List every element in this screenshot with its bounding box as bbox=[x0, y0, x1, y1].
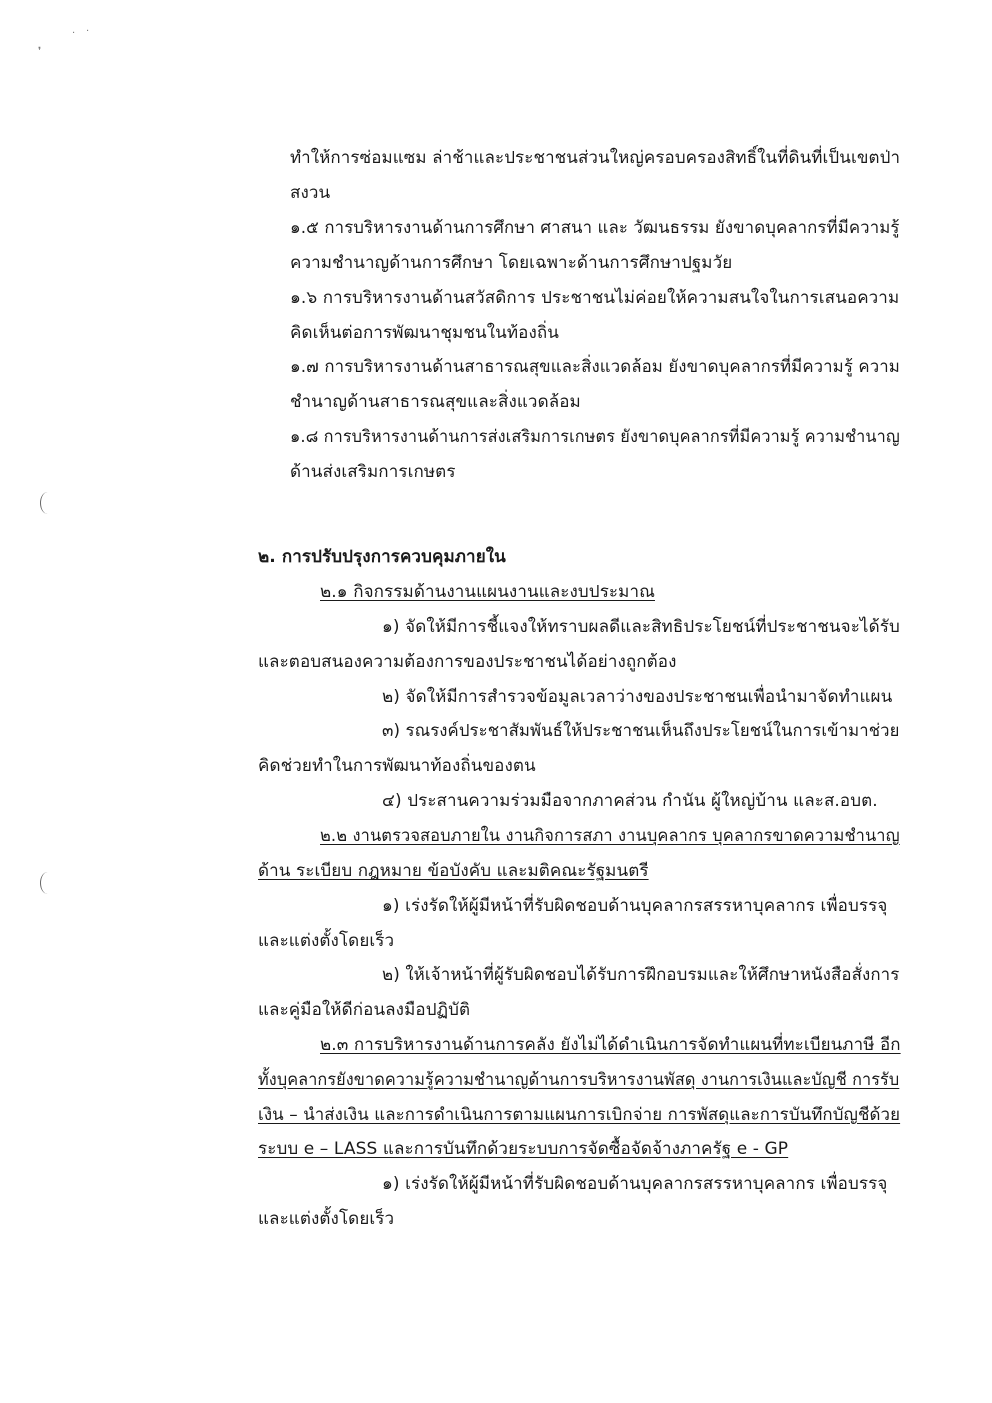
item-1-6-line: ๑.๖ การบริหารงานด้านสวัสดิการ ประชาชนไม่ค่อยให้ความสนใจในการเสนอความ bbox=[290, 288, 900, 308]
list-item-line: และคู่มือให้ดีก่อนลงมือปฏิบัติ bbox=[258, 1000, 471, 1020]
scan-speck: · bbox=[72, 28, 76, 39]
subsection-title-2-2: ๒.๒ งานตรวจสอบภายใน งานกิจการสภา งานบุคลากร บุคลากรขาดความชำนาญ bbox=[320, 826, 900, 846]
scan-speck: ❜ bbox=[38, 46, 42, 57]
list-item-line: ๑) เร่งรัดให้ผู้มีหน้าที่รับผิดชอบด้านบุคลากรสรรหาบุคลากร เพื่อบรรจุ bbox=[382, 896, 888, 916]
list-item-line: และแต่งตั้งโดยเร็ว bbox=[258, 931, 395, 951]
subsection-title-2-3: เงิน – นำส่งเงิน และการดำเนินการตามแผนการเบิกจ่าย การพัสดุและการบันทึกบัญชีด้วย bbox=[258, 1105, 901, 1125]
subsection-title-2-3: ๒.๓ การบริหารงานด้านการคลัง ยังไม่ได้ดำเนินการจัดทำแผนที่ทะเบียนภาษี อีก bbox=[320, 1035, 901, 1055]
list-item-line: ๔) ประสานความร่วมมือจากภาคส่วน กำนัน ผู้ใหญ่บ้าน และส.อบต. bbox=[382, 791, 878, 811]
binder-hole-mark bbox=[40, 492, 55, 514]
list-item-line: ๓) รณรงค์ประชาสัมพันธ์ให้ประชาชนเห็นถึงประโยชน์ในการเข้ามาช่วย bbox=[382, 721, 900, 741]
list-item-line: และแต่งตั้งโดยเร็ว bbox=[258, 1209, 395, 1229]
item-1-8-line: ๑.๘ การบริหารงานด้านการส่งเสริมการเกษตร ยังขาดบุคลากรที่มีความรู้ ความชำนาญ bbox=[290, 427, 900, 447]
list-item-line: คิดช่วยทำในการพัฒนาท้องถิ่นของตน bbox=[258, 756, 536, 776]
item-1-8-line: ด้านส่งเสริมการเกษตร bbox=[290, 462, 456, 482]
subsection-title-2-3: ระบบ e – LASS และการบันทึกด้วยระบบการจัดซื้อจัดจ้างภาครัฐ e - GP bbox=[258, 1139, 789, 1159]
list-item-line: ๑) จัดให้มีการชี้แจงให้ทราบผลดีและสิทธิประโยชน์ที่ประชาชนจะได้รับ bbox=[382, 617, 900, 637]
subsection-title-2-2: ด้าน ระเบียบ กฎหมาย ข้อบังคับ และมติคณะรัฐมนตรี bbox=[258, 861, 649, 881]
list-item-line: ๒) จัดให้มีการสำรวจข้อมูลเวลาว่างของประชาชนเพื่อนำมาจัดทำแผน bbox=[382, 687, 893, 707]
scan-speck: · bbox=[86, 26, 90, 37]
body-text-line: สงวน bbox=[290, 183, 331, 203]
item-1-5-line: ความชำนาญด้านการศึกษา โดยเฉพาะด้านการศึกษาปฐมวัย bbox=[290, 253, 733, 273]
item-1-7-line: ๑.๗ การบริหารงานด้านสาธารณสุขและสิ่งแวดล้อม ยังขาดบุคลากรที่มีความรู้ ความ bbox=[290, 357, 900, 377]
binder-hole-mark bbox=[40, 872, 55, 894]
body-text-line: ทำให้การซ่อมแซม ล่าช้าและประชาชนส่วนใหญ่ครอบครองสิทธิ์ในที่ดินที่เป็นเขตป่า bbox=[290, 148, 901, 168]
list-item-line: ๑) เร่งรัดให้ผู้มีหน้าที่รับผิดชอบด้านบุคลากรสรรหาบุคลากร เพื่อบรรจุ bbox=[382, 1174, 888, 1194]
section-heading: ๒. การปรับปรุงการควบคุมภายใน bbox=[258, 547, 506, 567]
item-1-5-line: ๑.๕ การบริหารงานด้านการศึกษา ศาสนา และ วัฒนธรรม ยังขาดบุคลากรที่มีความรู้ bbox=[290, 218, 900, 238]
item-1-6-line: คิดเห็นต่อการพัฒนาชุมชนในท้องถิ่น bbox=[290, 323, 559, 343]
item-1-7-line: ชำนาญด้านสาธารณสุขและสิ่งแวดล้อม bbox=[290, 392, 581, 412]
list-item-line: ๒) ให้เจ้าหน้าที่ผู้รับผิดชอบได้รับการฝึกอบรมและให้ศึกษาหนังสือสั่งการ bbox=[382, 965, 900, 985]
subsection-title-2-3: ทั้งบุคลากรยังขาดความรู้ความชำนาญด้านการบริหารงานพัสดุ งานการเงินและบัญชี การรับ bbox=[258, 1070, 900, 1090]
list-item-line: และตอบสนองความต้องการของประชาชนได้อย่างถูกต้อง bbox=[258, 652, 677, 672]
subsection-title-2-1: ๒.๑ กิจกรรมด้านงานแผนงานและงบประมาณ bbox=[320, 582, 655, 602]
